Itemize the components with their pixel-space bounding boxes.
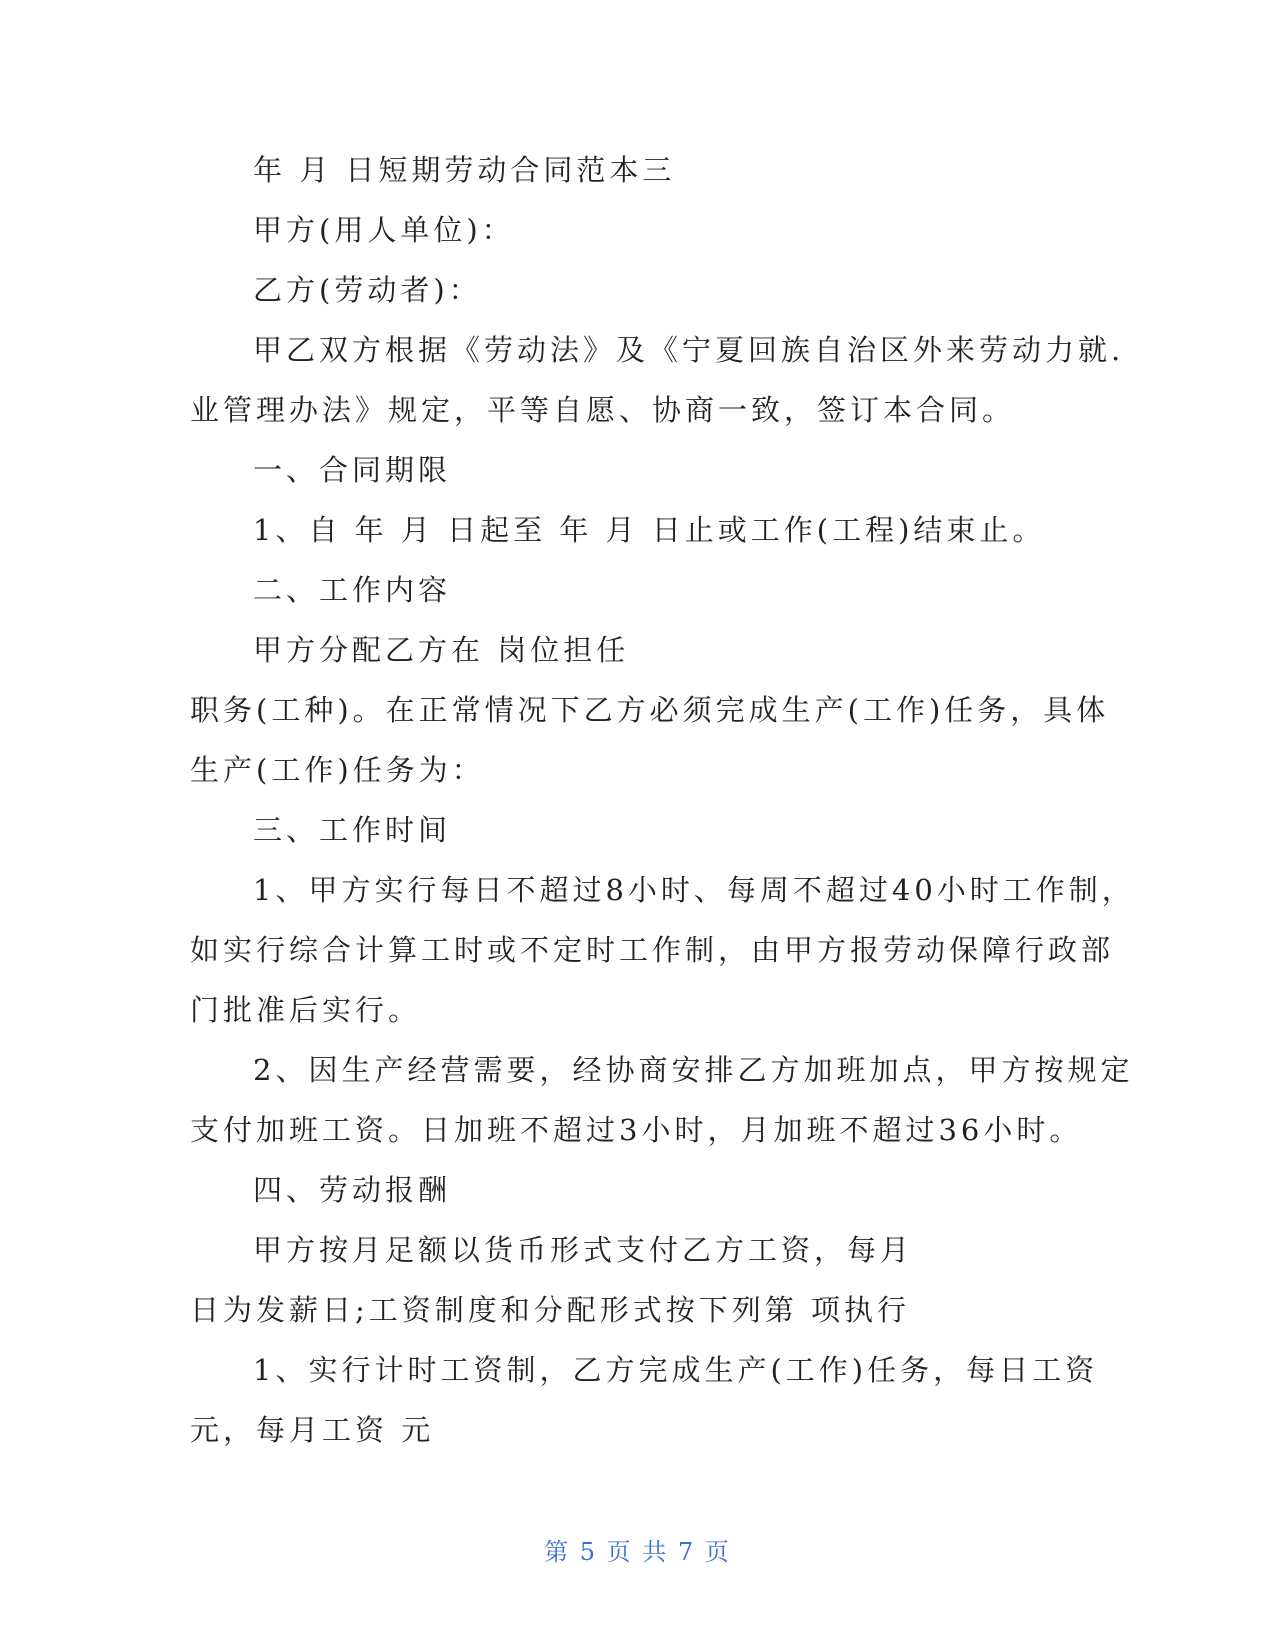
- preamble-line-1: 甲乙双方根据《劳动法》及《宁夏回族自治区外来劳动力就.: [253, 333, 1125, 367]
- section-heading-term: 一、合同期限: [253, 453, 452, 487]
- party-a-line: 甲方(用人单位)：: [253, 213, 515, 247]
- contract-title-line: 年 月 日短期劳动合同范本三: [253, 153, 676, 187]
- section-heading-work-hours: 三、工作时间: [253, 813, 452, 847]
- work-content-line-1: 甲方分配乙方在 岗位担任: [253, 633, 630, 667]
- party-b-line: 乙方(劳动者)：: [253, 273, 482, 307]
- remuneration-line-1: 甲方按月足额以货币形式支付乙方工资，每月: [253, 1233, 914, 1267]
- document-body: [190, 140, 1135, 1460]
- work-hours-clause-2-line-2: 支付加班工资。日加班不超过3小时，月加班不超过36小时。: [190, 1113, 1083, 1147]
- section-heading-remuneration: 四、劳动报酬: [253, 1173, 452, 1207]
- work-content-line-3: 生产(工作)任务为：: [190, 753, 485, 787]
- preamble-line-2: 业管理办法》规定，平等自愿、协商一致，签订本合同。: [190, 393, 1016, 427]
- remuneration-clause-1-line-2: 元，每月工资 元: [190, 1413, 435, 1447]
- work-hours-clause-1-line-2: 如实行综合计算工时或不定时工作制，由甲方报劳动保障行政部: [190, 933, 1115, 967]
- term-clause-1: 1、自 年 月 日起至 年 月 日止或工作(工程)结束止。: [253, 513, 1046, 547]
- work-content-line-2: 职务(工种)。在正常情况下乙方必须完成生产(工作)任务，具体: [190, 693, 1110, 727]
- page-number-footer: 第 5 页 共 7 页: [544, 1538, 731, 1566]
- work-hours-clause-1-line-3: 门批准后实行。: [190, 993, 422, 1027]
- remuneration-line-2: 日为发薪日;工资制度和分配形式按下列第 项执行: [190, 1293, 910, 1327]
- section-heading-work-content: 二、工作内容: [253, 573, 452, 607]
- work-hours-clause-1-line-1: 1、甲方实行每日不超过8小时、每周不超过40小时工作制，: [253, 873, 1135, 907]
- work-hours-clause-2-line-1: 2、因生产经营需要，经协商安排乙方加班加点，甲方按规定: [253, 1053, 1134, 1087]
- remuneration-clause-1-line-1: 1、实行计时工资制，乙方完成生产(工作)任务，每日工资: [253, 1353, 1099, 1387]
